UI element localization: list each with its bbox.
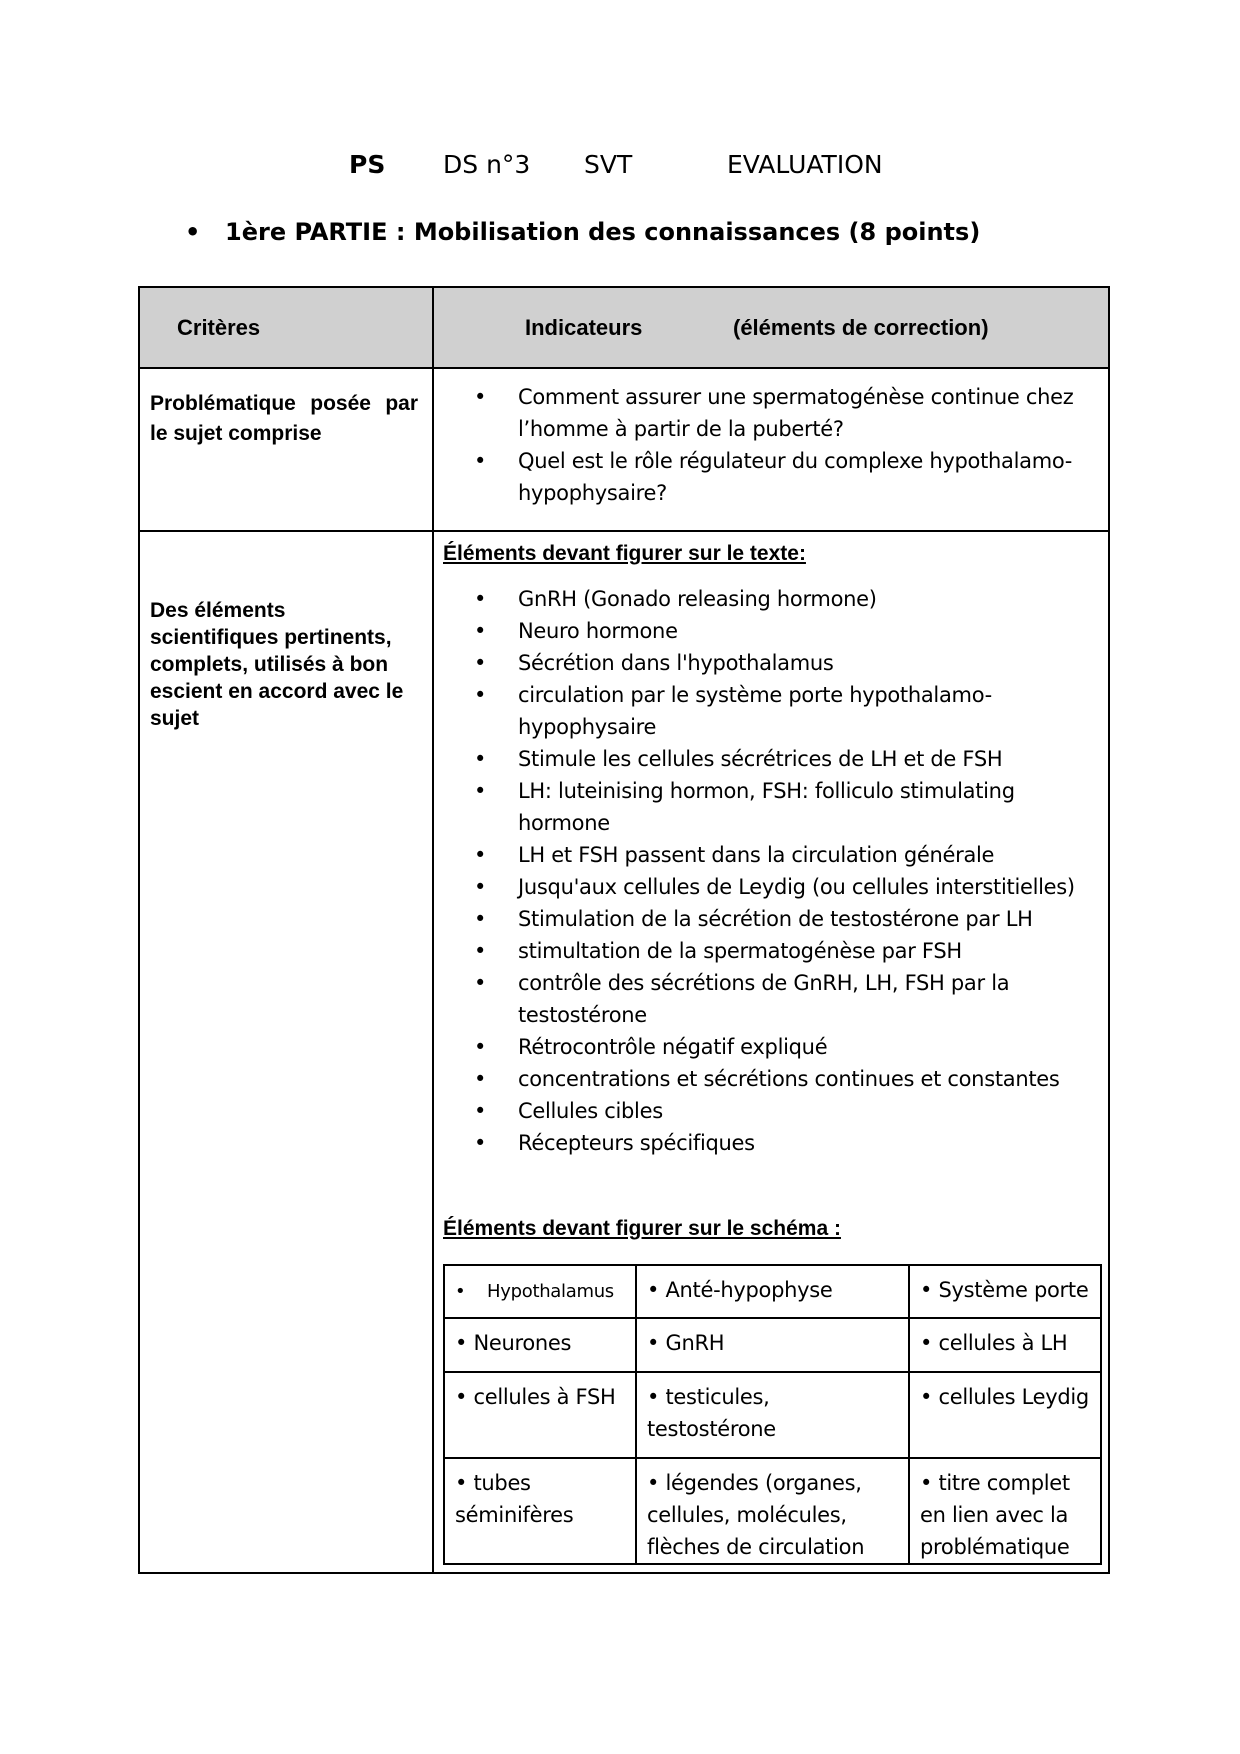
list-item: • concentrations et sécrétions continues et constantes <box>432 1063 1098 1095</box>
grid-cell: • Anté-hypophyse <box>636 1265 909 1318</box>
table-row <box>140 369 1108 532</box>
criterion-text: Des éléments scientifiques pertinents, complets, utilisés à bon escient en accord avec le sujet <box>150 599 404 730</box>
header-criteres: Critères <box>177 315 261 340</box>
subject: SVT <box>584 150 633 179</box>
grid-cell-text: testicules, testostérone <box>647 1385 776 1441</box>
ds-number: DS n°3 <box>443 150 531 179</box>
grid-cell: • GnRH <box>636 1318 909 1372</box>
list-item: • LH et FSH passent dans la circulation générale <box>432 839 1098 871</box>
grid-cell-text: GnRH <box>665 1331 725 1355</box>
evaluation-table <box>138 286 1110 1574</box>
grid-cell-text: Système porte <box>938 1278 1089 1302</box>
evaluation-label: EVALUATION <box>727 150 883 179</box>
grid-cell: • Système porte <box>909 1265 1101 1318</box>
bullet-icon: • <box>185 218 201 246</box>
grid-cell: • cellules Leydig <box>909 1372 1101 1458</box>
grid-cell: • Hypothalamus <box>444 1265 636 1318</box>
grid-cell-text: légendes (organes, cellules, molécules, flèches de circulation <box>647 1471 865 1559</box>
grid-cell-text: cellules à LH <box>938 1331 1068 1355</box>
list-item: • circulation par le système porte hypothalamo-hypophysaire <box>432 679 1098 743</box>
grid-cell-text: Hypothalamus <box>487 1281 614 1302</box>
list-item: • contrôle des sécrétions de GnRH, LH, FSH par la testostérone <box>432 967 1098 1031</box>
list-item: • Comment assurer une spermatogénèse continue chez l’homme à partir de la puberté? <box>432 381 1098 445</box>
grid-cell-text: cellules à FSH <box>473 1385 616 1409</box>
header-note: (éléments de correction) <box>733 315 989 340</box>
text-elements-heading: Éléments devant figurer sur le texte: <box>443 542 806 565</box>
indicator-list <box>432 583 1098 1159</box>
list-item: • Cellules cibles <box>432 1095 1098 1127</box>
grid-cell-text: titre complet en lien avec la problématique <box>920 1471 1070 1559</box>
list-item: • Neuro hormone <box>432 615 1098 647</box>
header-indicateurs: Indicateurs <box>525 315 643 340</box>
grid-cell-text: tubes séminifères <box>455 1471 574 1527</box>
list-item: • Jusqu'aux cellules de Leydig (ou cellules interstitielles) <box>432 871 1098 903</box>
list-item: • LH: luteinising hormon, FSH: folliculo stimulating hormone <box>432 775 1098 839</box>
grid-cell: • cellules à LH <box>909 1318 1101 1372</box>
grid-row <box>444 1318 1101 1372</box>
table-header <box>140 288 1108 369</box>
criterion: Problématique posée par le sujet comprise <box>150 392 418 445</box>
list-item: • Récepteurs spécifiques <box>432 1127 1098 1159</box>
grid-cell-text: cellules Leydig <box>938 1385 1089 1409</box>
grid-cell-text: Neurones <box>473 1331 572 1355</box>
grid-cell: • Neurones <box>444 1318 636 1372</box>
list-item: • stimultation de la spermatogénèse par FSH <box>432 935 1098 967</box>
list-item: • GnRH (Gonado releasing hormone) <box>432 583 1098 615</box>
section-title-text: 1ère PARTIE : Mobilisation des connaissances (8 points) <box>225 218 981 246</box>
list-item: • Stimule les cellules sécrétrices de LH et de FSH <box>432 743 1098 775</box>
list-item: • Rétrocontrôle négatif expliqué <box>432 1031 1098 1063</box>
schema-elements-heading: Éléments devant figurer sur le schéma : <box>443 1217 841 1240</box>
grid-row <box>444 1372 1101 1458</box>
list-item: • Sécrétion dans l'hypothalamus <box>432 647 1098 679</box>
criterion <box>150 597 418 732</box>
class-label: PS <box>349 150 386 179</box>
grid-cell-text: Anté-hypophyse <box>665 1278 833 1302</box>
grid-row <box>444 1458 1101 1564</box>
grid-row <box>444 1265 1101 1318</box>
schema-grid <box>443 1264 1102 1565</box>
list-item: • Quel est le rôle régulateur du complexe hypothalamo-hypophysaire? <box>432 445 1098 509</box>
indicator-list <box>432 381 1098 509</box>
grid-cell: • testicules, testostérone <box>636 1372 909 1458</box>
list-item: • Stimulation de la sécrétion de testostérone par LH <box>432 903 1098 935</box>
grid-cell: • cellules à FSH <box>444 1372 636 1458</box>
grid-cell: • tubes séminifères <box>444 1458 636 1564</box>
grid-cell: • titre complet en lien avec la problématique <box>909 1458 1101 1564</box>
grid-cell: • légendes (organes, cellules, molécules, flèches de circulation <box>636 1458 909 1564</box>
